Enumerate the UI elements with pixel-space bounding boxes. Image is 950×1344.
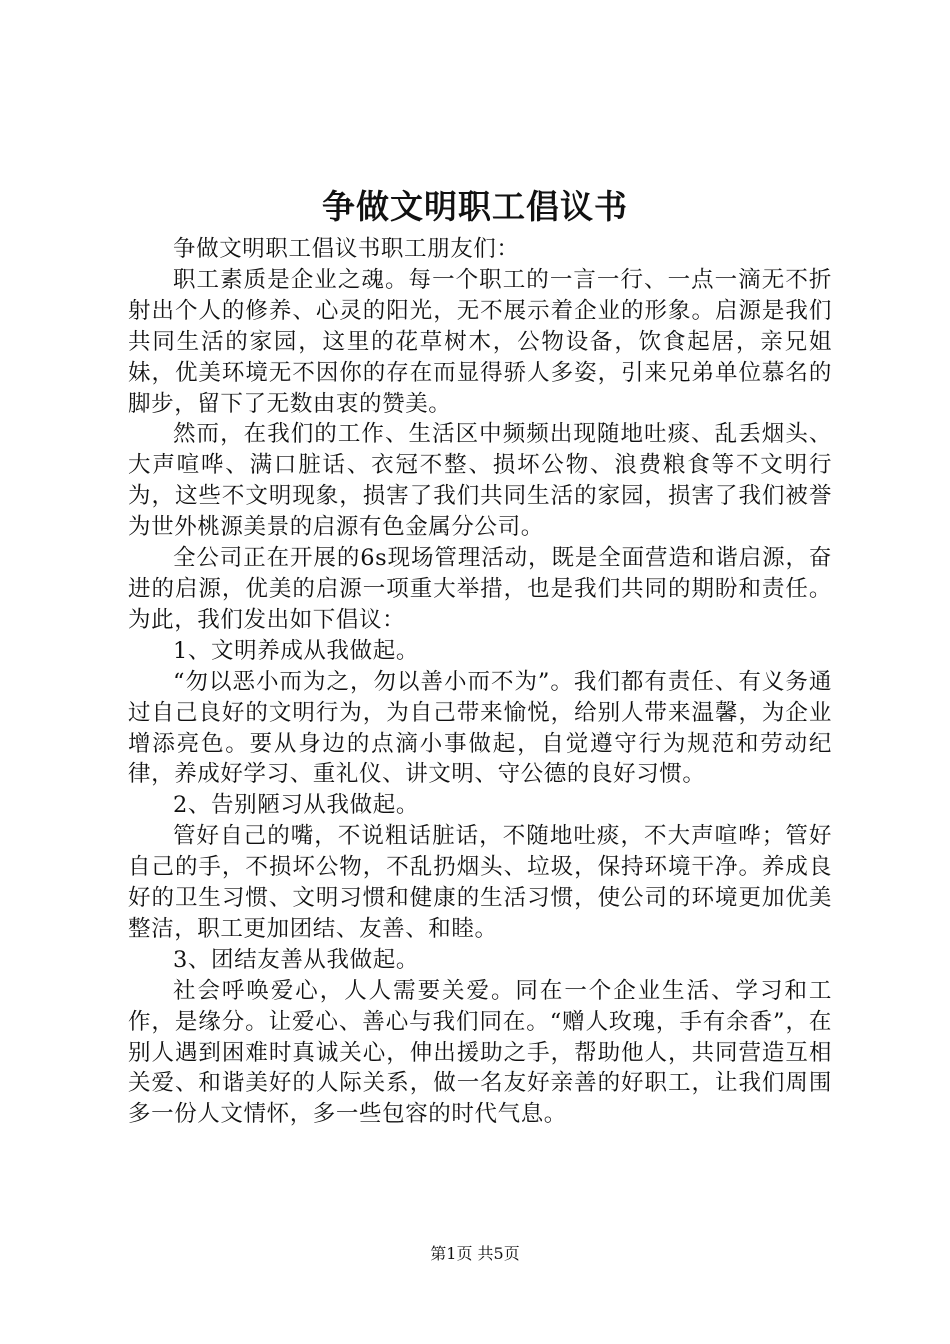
document-body bbox=[128, 234, 832, 1130]
paragraph-greeting: 争做文明职工倡议书职工朋友们： bbox=[173, 236, 520, 262]
paragraph: 职工素质是企业之魂。每一个职工的一言一行、一点一滴无不折射出个人的修养、心灵的阳光，无不展示着企业的形象。启源是我们共同生活的家园，这里的花草树木，公物设备，饮食起居，亲兄姐妹，优美环境无不因你的存在而显得骄人多姿，引来兄弟单位慕名的脚步，留下了无数由衷的赞美。 bbox=[128, 266, 832, 417]
section-heading: 3、团结友善从我做起。 bbox=[173, 946, 419, 973]
paragraph: 管好自己的嘴，不说粗话脏话，不随地吐痰，不大声喧哗；管好自己的手，不损坏公物，不乱扔烟头、垃圾，保持环境干净。养成良好的卫生习惯、文明习惯和健康的生活习惯，使公司的环境更加优美整洁，职工更加团结、友善、和睦。 bbox=[128, 823, 832, 942]
paragraph: 然而，在我们的工作、生活区中频频出现随地吐痰、乱丢烟头、大声喧哗、满口脏话、衣冠不整、损坏公物、浪费粮食等不文明行为，这些不文明现象，损害了我们共同生活的家园，损害了我们被誉为世外桃源美景的启源有色金属分公司。 bbox=[128, 421, 832, 541]
section-heading: 1、文明养成从我做起。 bbox=[173, 637, 419, 664]
document-title: 争做文明职工倡议书 bbox=[322, 187, 628, 226]
paragraph: 社会呼唤爱心，人人需要关爱。同在一个企业生活、学习和工作，是缘分。让爱心、善心与我们同在。“赠人玫瑰，手有余香”，在别人遇到困难时真诚关心，伸出援助之手，帮助他人，共同营造互相关爱、和谐美好的人际关系，做一名友好亲善的好职工，让我们周围多一份人文情怀，多一些包容的时代气息。 bbox=[128, 977, 832, 1128]
section-heading: 2、告别陋习从我做起。 bbox=[173, 792, 419, 819]
page-number-footer: 第1页 共5页 bbox=[430, 1244, 520, 1263]
paragraph: “勿以恶小而为之，勿以善小而不为”。我们都有责任、有义务通过自己良好的文明行为，为自己带来愉悦，给别人带来温馨，为企业增添亮色。要从身边的点滴小事做起，自觉遵守行为规范和劳动纪律，养成好学习、重礼仪、讲文明、守公德的良好习惯。 bbox=[128, 668, 832, 788]
paragraph: 全公司正在开展的6s现场管理活动，既是全面营造和谐启源，奋进的启源，优美的启源一项重大举措，也是我们共同的期盼和责任。为此，我们发出如下倡议： bbox=[128, 545, 832, 633]
